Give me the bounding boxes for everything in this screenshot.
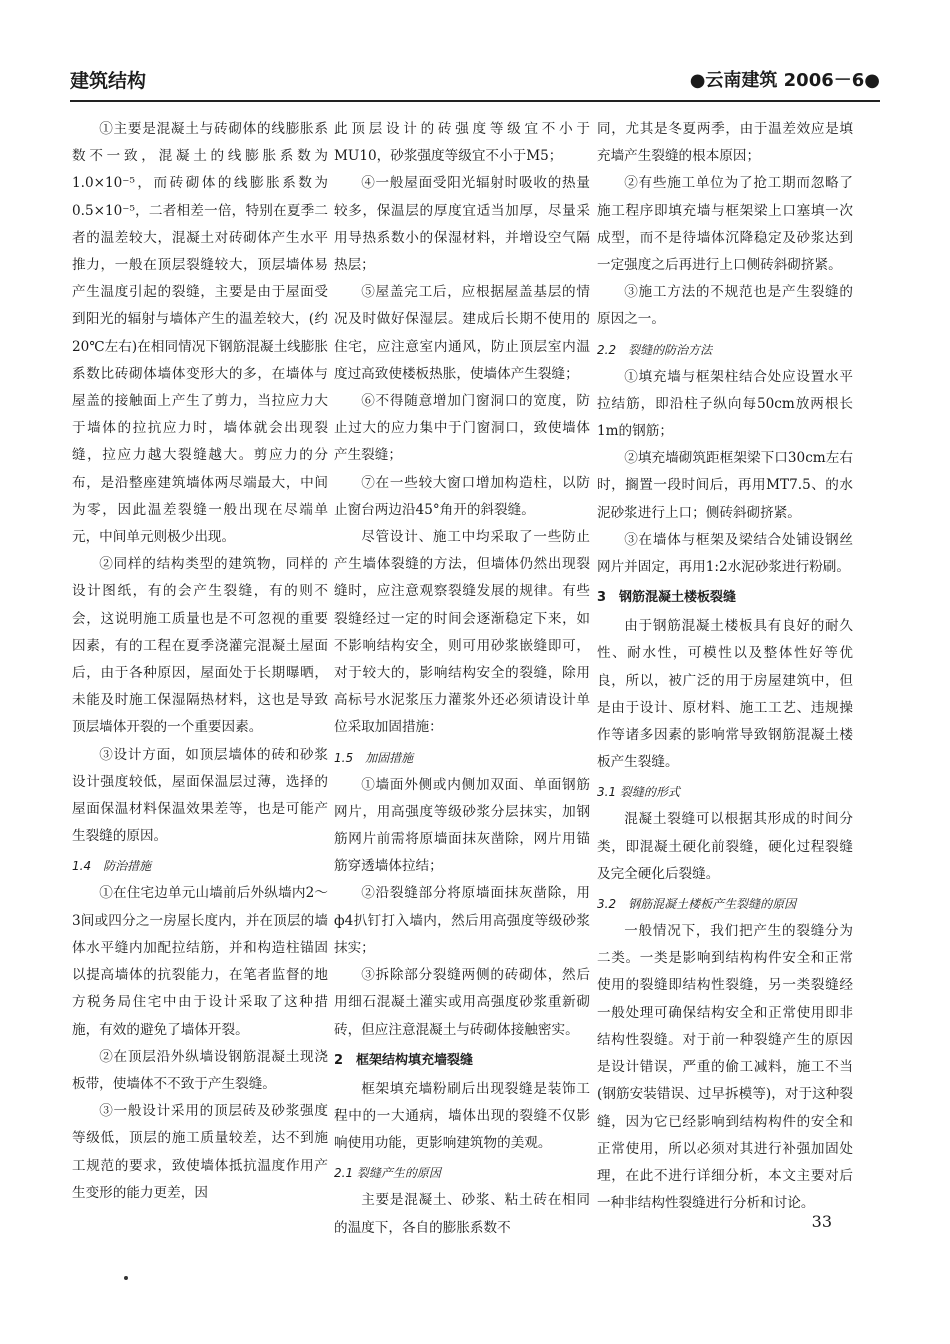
paragraph: ②同样的结构类型的建筑物，同样的设计图纸，有的会产生裂缝，有的则不会，这说明施工质量也是不可忽视的重要因素，有的工程在夏季浇灌完混凝土屋面后，由于各种原因，屋面处于长期曝晒，未能及时施工保湿隔热材料，这也是导致顶层墙体开裂的一个重要因素。 [72,556,328,736]
section-heading: 3 钢筋混凝土楼板裂缝 [597,590,737,606]
paragraph: ②沿裂缝部分将原墙面抹灰凿除，用ф4扒钉打入墙内，然后用高强度等级砂浆抹实； [334,885,590,956]
paragraph: 主要是混凝土、砂浆、粘土砖在相同的温度下，各自的膨胀系数不 [334,1192,590,1236]
paragraph: ③设计方面，如顶层墙体的砖和砂浆设计强度较低，屋面保温层过薄，选择的屋面保温材料保温效果差等，也是可能产生裂缝的原因。 [72,746,328,845]
paragraph: 混凝土裂缝可以根据其形成的时间分类，即混凝土硬化前裂缝，硬化过程裂缝及完全硬化后裂缝。 [597,811,853,882]
paragraph: ①墙面外侧或内侧加双面、单面钢筋网片，用高强度等级砂浆分层抹实，加钢筋网片前需将原墙面抹灰凿除，网片用锚筋穿透墙体拉结； [334,776,590,875]
paragraph: 由于钢筋混凝土楼板具有良好的耐久性、耐水性，可模性以及整体性好等优良，所以，被广泛的用于房屋建筑中，但是由于设计、原材料、施工工艺、违规操作等诸多因素的影响常导致钢筋混凝土楼板产生裂缝。 [597,618,853,771]
paragraph: ⑤屋盖完工后，应根据屋盖基层的情况及时做好保湿层。建成后长期不使用的住宅，应注意室内通风，防止顶层室内温度过高致使楼板热胀，使墙体产生裂缝； [334,284,590,382]
subsection-heading: 3.2 钢筋混凝土楼板产生裂缝的原因 [597,897,797,912]
subsection-heading: 3.1 裂缝的形式 [597,785,680,800]
subsection-heading: 2.1 裂缝产生的原因 [334,1166,441,1181]
header-rule [70,100,880,102]
paragraph: ①填充墙与框架柱结合处应设置水平拉结筋，即沿柱子纵向每50cm放两根长1m的钢筋； [597,368,853,440]
paragraph: ⑦在一些较大窗口增加构造柱，以防止窗台两边沿45°角开的斜裂缝。 [334,474,590,518]
subsection-heading: 2.2 裂缝的防治方法 [597,342,713,357]
paragraph: ⑥不得随意增加门窗洞口的宽度，防止过大的应力集中于门窗洞口，致使墙体产生裂缝； [334,393,590,464]
page-number: 33 [811,1212,832,1231]
paragraph: ②填充墙砌筑距框架梁下口30cm左右时，搁置一段时间后，再用MT7.5、的水泥砂浆进行上口；侧砖斜砌挤紧。 [597,450,853,521]
subsection-heading: 1.5 加固措施 [334,750,414,765]
paragraph: 尽管设计、施工中均采取了一些防止产生墙体裂缝的方法，但墙体仍然出现裂缝时，应注意观察裂缝发展的规律。有些裂缝经过一定的时间会逐渐稳定下来，如不影响结构安全，则可用砂浆嵌缝即可，对于较大的，影响结构安全的裂缝，除用高标号水泥浆压力灌浆外还必须请设计单位采取加固措施： [334,529,590,736]
paragraph: 此顶层设计的砖强度等级宜不小于MU10，砂浆强度等级宜不小于M5； [334,121,590,165]
column-2 [334,116,590,1242]
running-header [70,66,880,102]
subsection-heading: 1.4 防治措施 [72,859,152,874]
column-1 [72,116,328,1207]
paragraph: 同，尤其是冬夏两季，由于温差效应是填充墙产生裂缝的根本原因； [597,121,853,165]
paragraph: ②在顶层沿外纵墙设钢筋混凝土现浇板带，使墙体不不致于产生裂缝。 [72,1048,328,1092]
paragraph: ③在墙体与框架及梁结合处铺设钢丝网片并固定，再用1:2水泥砂浆进行粉刷。 [597,531,853,576]
paragraph: ③施工方法的不规范也是产生裂缝的原因之一。 [597,284,853,328]
scan-speck [124,1276,128,1280]
section-heading: 2 框架结构填充墙裂缝 [334,1052,474,1068]
column-3 [597,116,853,1217]
paragraph: 一般情况下，我们把产生的裂缝分为二类。一类是影响到结构构件安全和正常使用的裂缝即结构性裂缝，另一类裂缝经一般处理可确保结构安全和正常使用即非结构性裂缝。对于前一种裂缝产生的原因是设计错误，严重的偷工减料，施工不当(钢筋安装错误、过早拆模等)，对于这种裂缝，因为它已经影响到结构构件的安全和正常使用，所以必须对其进行补强加固处理，在此不进行详细分析，本文主要对后一种非结构性裂缝进行分析和讨论。 [597,923,853,1212]
journal-issue: ●云南建筑 2006－6● [689,70,880,91]
paragraph: ①主要是混凝土与砖砌体的线膨胀系数不一致，混凝土的线膨胀系数为1.0×10⁻⁵，而砖砌体的线膨胀系数为0.5×10⁻⁵，二者相差一倍，特别在夏季二者的温差较大，混凝土对砖砌体产生水平推力，一般在顶层裂缝较大，顶层墙体易产生温度引起的裂缝，主要是由于屋面受到阳光的辐射与墙体产生的温差较大，(约20℃左右)在相同情况下钢筋混凝土线膨胀系数比砖砌体墙体变形大的多，在墙体与屋盖的接触面上产生了剪力，当拉应力大于墙体的拉抗应力时，墙体就会出现裂缝，拉应力越大裂缝越大。剪应力的分布，是沿整座建筑墙体两尽端最大，中间为零，因此温差裂缝一般出现在尽端单元，中间单元则极少出现。 [72,121,328,546]
paragraph: ③拆除部分裂缝两侧的砖砌体，然后用细石混凝土灌实或用高强度砂浆重新砌砖，但应注意混凝土与砖砌体接触密实。 [334,967,590,1038]
paragraph: 框架填充墙粉刷后出现裂缝是装饰工程中的一大通病，墙体出现的裂缝不仅影响使用功能，更影响建筑物的美观。 [334,1080,590,1152]
paragraph: ④一般屋面受阳光辐射时吸收的热量较多，保温层的厚度宜适当加厚，尽量采用导热系数小的保湿材料，并增设空气隔热层； [334,175,590,274]
paragraph: ①在住宅边单元山墙前后外纵墙内2～3间或四分之一房屋长度内，并在顶层的墙体水平缝内加配拉结筋，并和构造柱锚固以提高墙体的抗裂能力，在笔者监督的地方税务局住宅中由于设计采取了这种措施，有效的避免了墙体开裂。 [72,885,328,1038]
paragraph: ③一般设计采用的顶层砖及砂浆强度等级低，顶层的施工质量较差，达不到施工规范的要求，致使墙体抵抗温度作用产生变形的能力更差，因 [72,1103,328,1201]
paragraph: ②有些施工单位为了抢工期而忽略了施工程序即填充墙与框架梁上口塞填一次成型，而不是待墙体沉降稳定及砂浆达到一定强度之后再进行上口侧砖斜砌挤紧。 [597,175,853,274]
section-title: 建筑结构 [70,70,147,92]
